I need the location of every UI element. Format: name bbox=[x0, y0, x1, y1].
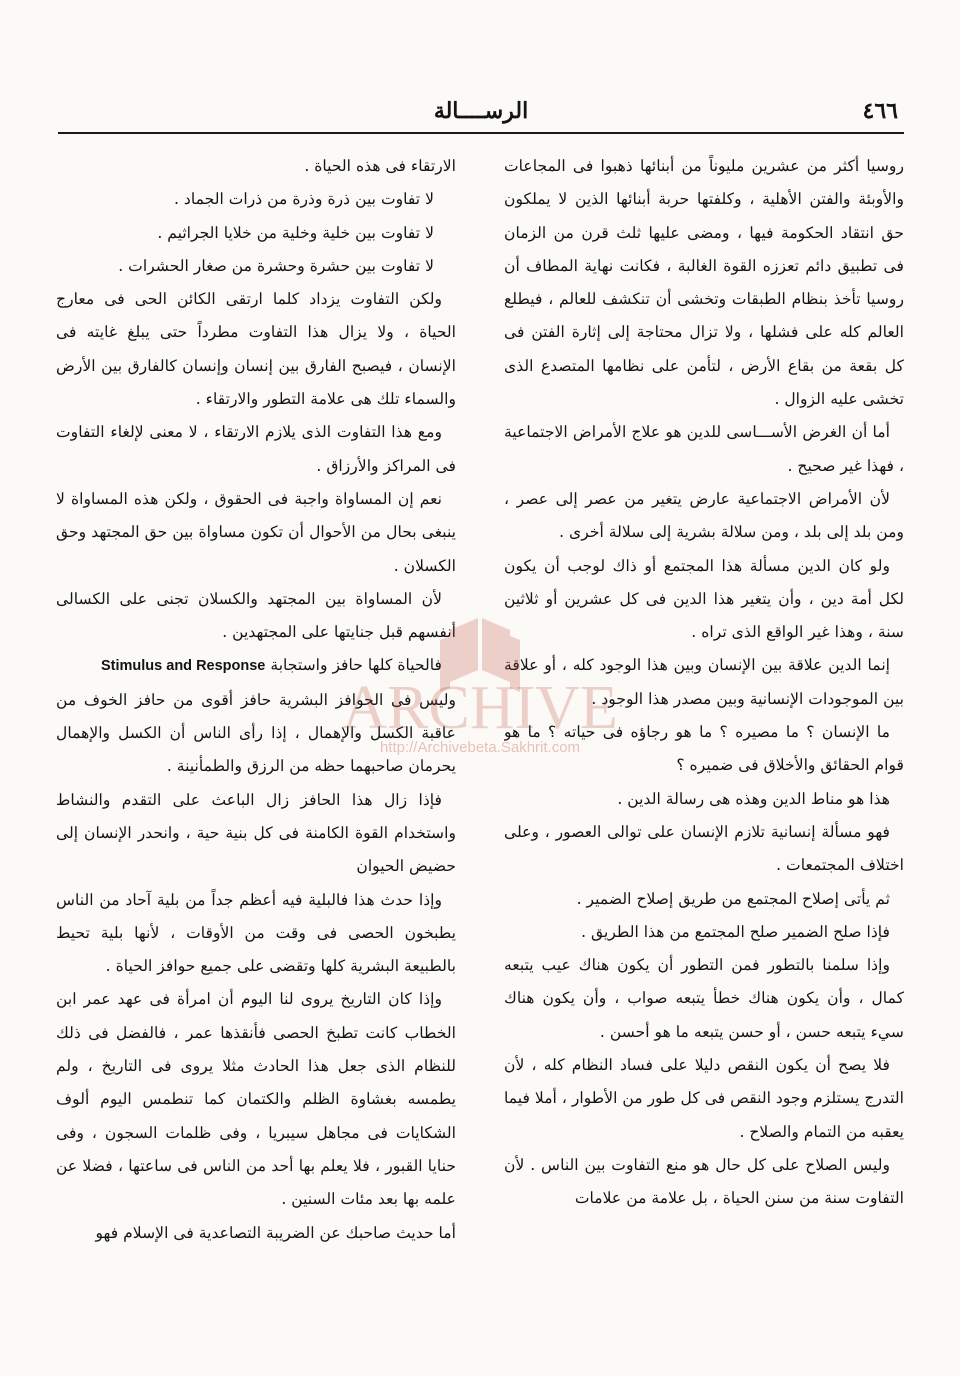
latin-phrase: Stimulus and Response bbox=[101, 658, 266, 675]
paragraph: وإذا كان التاريخ يروى لنا اليوم أن امرأة فى عهد عمر ابن الخطاب كانت تطبخ الحصى فأنقذها عمر ، فالفضل فى ذلك للنظام الذى جعل هذا الحادث مثلا يروى فى التاريخ ، ولم يطمسه بغشاوة الظلم والكتمان كما تنطمس اليوم ألوف الشكايات فى مجاهل سيبريا ، وفى ظلمات السجون ، وفى حنايا القبور ، فلا يعلم بها أحد من الناس فى ساعتها ، فضلا عن علمه بها بعد مئات السنين . bbox=[56, 990, 456, 1209]
right-column bbox=[504, 150, 904, 1295]
left-column bbox=[56, 150, 456, 1295]
list-line: لا تفاوت بين خلية وخلية من خلايا الجراثيم . bbox=[157, 223, 434, 242]
paragraph: أما أن الغرض الأســـاسى للدين هو علاج الأمراض الاجتماعية ، فهذا غير صحيح . bbox=[504, 423, 904, 475]
paragraph: نعم إن المساواة واجبة فى الحقوق ، ولكن هذه المساواة لا ينبغى بحال من الأحوال أن تكون مساواة بين حق المجتهد وحق الكسلان . bbox=[56, 489, 456, 575]
paragraph: وليس الصلاح على كل حال هو منع التفاوت بين الناس . لأن التفاوت سنة من سنن الحياة ، بل علامة من علامات bbox=[504, 1155, 904, 1208]
paragraph: فإذا صلح الضمير صلح المجتمع من هذا الطريق . bbox=[581, 922, 890, 941]
paragraph-with-latin bbox=[56, 649, 456, 683]
paragraph: وإذا سلمنا بالتطور فمن التطور أن يكون هناك عيب يتبعه كمال ، وأن يكون هناك خطأ يتبعه صواب ، وأن يكون هناك سيء يتبعه حسن ، أو حسن يتبعه ما هو أحسن . bbox=[504, 956, 904, 1041]
paragraph: ولكن التفاوت يزداد كلما ارتقى الكائن الحى فى معارج الحياة ، ولا يزال هذا التفاوت مطرداً حتى يبلغ غايته فى الإنسان ، فيصبح الفارق بين إنسان وإنسان كالفارق بين الأرض والسماء تلك هى علامة التطور والارتقاء . bbox=[56, 290, 456, 409]
paragraph: فهو مسألة إنسانية تلازم الإنسان على توالى العصور ، وعلى اختلاف المجتمعات . bbox=[504, 822, 904, 875]
paragraph: روسيا أكثر من عشرين مليوناً من أبنائها ذهبوا فى المجاعات والأوبئة والفتن الأهلية ، وكلفتها حربة أبنائها الذين لا يملكون حق انتقاد الحكومة فيها ، ومضى عليها ثلث قرن من الزمان فى تطبيق دائم تعززه القوة الغالبة ، فكانت نهاية المطاف أن روسيا تأخذ بنظام الطبقات وتخشى أن تنكشف للعالم ، فيطلع العالم كله على فشلها ، ولا تزال محتاجة إلى إثارة الفتن فى كل بقعة من بقاع الأرض ، لتأمن على نظامها المتصدع الذى تخشى عليه الزوال . bbox=[504, 157, 904, 409]
paragraph-text: فالحياة كلها حافز واستجابة bbox=[270, 656, 442, 675]
paragraph: لأن الأمراض الاجتماعية عارض يتغير من عصر إلى عصر ، ومن بلد إلى بلد ، ومن سلالة بشرية إلى سلالة أخرى . bbox=[504, 489, 904, 542]
paragraph: ومع هذا التفاوت الذى يلازم الارتقاء ، لا معنى لإلغاء التفاوت فى المراكز والأرزاق . bbox=[56, 423, 456, 475]
paragraph: إنما الدين علاقة بين الإنسان وبين هذا الوجود كله ، أو علاقة بين الموجودات الإنسانية وبين مصدر هذا الوجود . bbox=[504, 656, 904, 708]
paragraph: ما الإنسان ؟ ما مصيره ؟ ما هو رجاؤه فى حياته ؟ ما هو قوام الحقائق والأخلاق فى ضميره ؟ bbox=[504, 723, 904, 775]
page-number: ٤٦٦ bbox=[862, 98, 898, 124]
list-line: لا تفاوت بين ذرة وذرة من ذرات الجماد . bbox=[174, 190, 434, 209]
paragraph: فلا يصح أن يكون النقص دليلا على فساد النظام كله ، لأن التدرج يستلزم وجود النقص فى كل طور من الأطوار ، أملا فيما يعقبه من التمام والصلاح . bbox=[504, 1056, 904, 1141]
paragraph: فإذا زال هذا الحافز زال الباعث على التقدم والنشاط واستخدام القوة الكامنة فى كل بنية حية ، وانحدر الإنسان إلى حضيض الحيوان bbox=[56, 790, 456, 876]
paragraph: أما حديث صاحبك عن الضريبة التصاعدية فى الإسلام فهو bbox=[95, 1223, 456, 1242]
list-line: لا تفاوت بين حشرة وحشرة من صغار الحشرات . bbox=[118, 256, 434, 275]
paragraph: وليس فى الحوافز البشرية حافز أقوى من حافز الخوف من عاقبة الكسل والإهمال ، إذا رأى الناس أن الكسل والإهمال يحرمان صاحبهما حظه من الرزق والطمأنينة . bbox=[56, 690, 456, 776]
watermark-text: ARCHIVE bbox=[342, 674, 618, 742]
paragraph: لأن المساواة بين المجتهد والكسلان تجنى على الكسالى أنفسهم قبل جنايتها على المجتهدين . bbox=[56, 589, 456, 642]
header-rule bbox=[58, 132, 904, 134]
watermark-url: http://Archivebeta.Sakhrit.com bbox=[379, 739, 581, 756]
paragraph: ولو كان الدين مسألة هذا المجتمع أو ذاك لوجب أن يكون لكل أمة دين ، وأن يتغير هذا الدين فى كل عشرين أو ثلاثين سنة ، وهذا غير الواقع الذى تراه . bbox=[504, 556, 904, 642]
paragraph: وإذا حدث هذا فالبلية فيه أعظم جداً من بلية آحاد من الناس يطبخون الحصى فى وقت من الأوقات ، لأنها بلية تحيط بالطبيعة البشرية كلها وتقضى على جميع حوافز الحياة . bbox=[56, 890, 456, 976]
running-title: الرســــالة bbox=[433, 98, 529, 124]
page-header bbox=[58, 96, 904, 136]
paragraph: هذا هو مناط الدين وهذه هى رسالة الدين . bbox=[617, 789, 890, 808]
paragraph: ثم يأتى إصلاح المجتمع من طريق إصلاح الضمير . bbox=[576, 889, 890, 908]
paragraph: الارتقاء فى هذه الحياة . bbox=[304, 157, 456, 175]
